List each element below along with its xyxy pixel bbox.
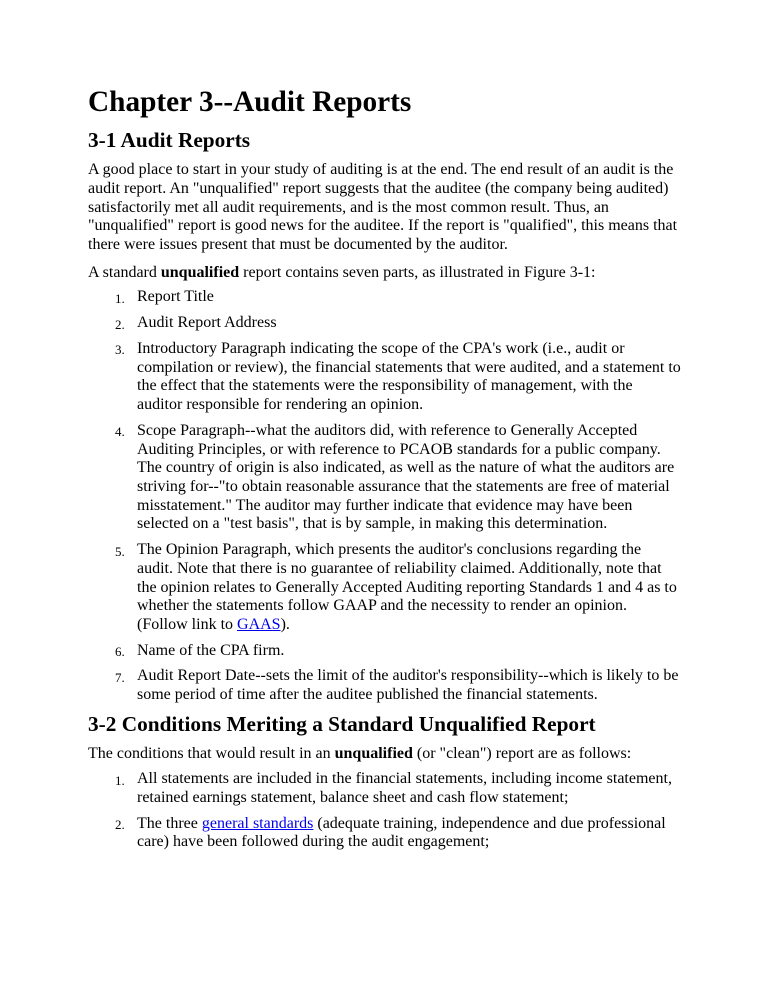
- list-item-text: All statements are included in the financial statements, including income statement, retained earnings statement, balance sheet and cash flow statement;: [137, 770, 672, 806]
- chapter-title: Chapter 3--Audit Reports: [88, 86, 412, 118]
- list-item-text: Name of the CPA firm.: [137, 641, 285, 659]
- list-marker: 3.: [115, 342, 125, 358]
- list-item: [88, 815, 681, 852]
- list-item-text: Scope Paragraph--what the auditors did, with reference to Generally Accepted Auditing Principles, or with reference to PCAOB standards for a public company. The country of origin is also indicated, as well as the nature of what the auditors are striving for--"to obtain reasonable assurance that the statements are free of material misstatement." The auditor may further indicate that evidence may have been selected on a "test basis", that is by sample, in making this determination.: [137, 421, 675, 533]
- list-item: [88, 770, 681, 807]
- list-item-text-post: ).: [280, 615, 290, 633]
- list-item: [88, 340, 681, 415]
- list-item: [88, 667, 681, 704]
- list-item: [88, 541, 681, 635]
- gaas-link[interactable]: GAAS: [237, 615, 281, 633]
- conditions-paragraph: [88, 745, 681, 764]
- list-marker: 7.: [115, 669, 125, 685]
- general-standards-link[interactable]: general standards: [201, 814, 314, 832]
- report-parts-list: [88, 288, 681, 704]
- list-marker: 2.: [115, 817, 125, 832]
- standard-report-text-post: report contains seven parts, as illustrated in Figure 3-1:: [239, 263, 596, 281]
- standard-report-paragraph: [88, 264, 681, 283]
- list-marker: 1.: [115, 772, 125, 788]
- standard-report-text-pre: A standard: [88, 263, 161, 281]
- unqualified-bold: unqualified: [160, 263, 240, 281]
- list-item: [88, 314, 681, 333]
- conditions-text-pre: The conditions that would result in an: [88, 745, 335, 763]
- list-item-text-pre: The Opinion Paragraph, which presents the auditor's conclusions regarding the audit. Note that there is no guarantee of reliability claimed. Additionally, note that the opinion relates to Generally Accepted Auditing reporting Standards 1 and 4 as to whether the statements follow GAAP and the necessity to render an opinion. (Follow link to: [137, 541, 677, 633]
- list-item-text: Audit Report Date--sets the limit of the auditor's responsibility--which is likely to be some period of time after the auditee published the financial statements.: [137, 667, 679, 704]
- list-item-text-pre: The three: [137, 814, 202, 832]
- conditions-list: [88, 770, 681, 852]
- section-3-1-heading: 3-1 Audit Reports: [88, 127, 251, 152]
- conditions-text-post: (or "clean") report are as follows:: [412, 745, 632, 763]
- list-item: [88, 642, 681, 661]
- list-item-text: Report Title: [137, 288, 214, 306]
- unqualified-bold: unqualified: [334, 745, 413, 763]
- list-marker: 4.: [115, 424, 125, 440]
- list-item: [88, 422, 681, 534]
- list-marker: 5.: [115, 543, 125, 559]
- list-item-text: Introductory Paragraph indicating the scope of the CPA's work (i.e., audit or compilation or review), the financial statements that were audited, and a statement to the effect that the statements were the responsibility of management, with the auditor responsible for rendering an opinion.: [137, 339, 681, 414]
- list-marker: 1.: [115, 290, 125, 306]
- list-marker: 2.: [115, 316, 125, 332]
- list-marker: 6.: [115, 644, 125, 660]
- list-item-text-post: (adequate training, independence and due professional care) have been followed during the audit engagement;: [137, 814, 666, 851]
- list-item-text: Audit Report Address: [137, 314, 277, 332]
- list-item: [88, 288, 681, 307]
- section-3-2-heading: 3-2 Conditions Meriting a Standard Unqualified Report: [88, 711, 596, 736]
- intro-paragraph: A good place to start in your study of auditing is at the end. The end result of an audit is the audit report. An "unqualified" report suggests that the auditee (the company being audited) satisfactorily met all audit requirements, and is the most common result. Thus, an "unqualified" report is good news for the auditee. If the report is "qualified", this means that there were issues present that must be documented by the auditor.: [88, 161, 678, 254]
